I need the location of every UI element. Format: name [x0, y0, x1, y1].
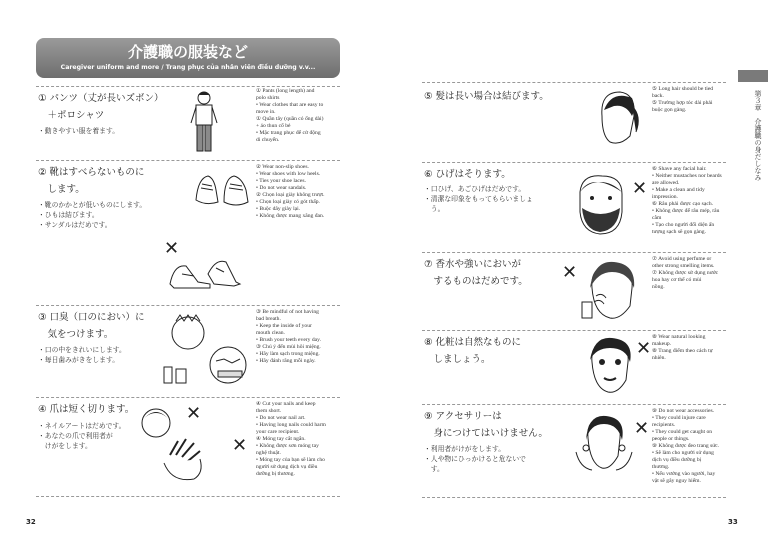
item-notes: ・靴のかかとが低いものにします。 ・ひもは結びます。 ・サンダルはだめです。 — [38, 201, 147, 229]
item-heading: ① パンツ（丈が長いズボン） ＋ポロシャツ — [38, 93, 164, 121]
page-number-right: 33 — [728, 518, 738, 526]
item-heading: ⑥ ひげはそります。 — [424, 169, 511, 180]
x-mark-icon: ✕ — [636, 338, 652, 359]
item-heading: ⑤ 髪は長い場合は結びます。 — [424, 91, 549, 102]
x-mark-icon: ✕ — [164, 238, 180, 259]
item-notes: ・口の中をきれいにします。 ・毎日歯みがきをします。 — [38, 346, 126, 364]
item-translation: ⑤ Long hair should be tied back. ⑤ Trường hợp tóc dài phải buộc gọn gàng. — [652, 86, 714, 113]
section-subtitle: Caregiver uniform and more / Trang phục của nhân viên điều dưỡng v.v... — [60, 64, 316, 71]
page-number-left: 32 — [26, 518, 36, 526]
item-notes: ・ネイルアートはだめです。 ・あなたの爪で利用者が けがをします。 — [38, 422, 126, 450]
right-page — [384, 0, 768, 539]
item-translation: ③ Be mindful of not having bad breath. • Keep the inside of your mouth clean. • Brush your teeth every day. ③ Chú ý đến mùi hôi miệng. • Hãy làm sạch trong miệng. • Hãy đánh răng mỗi ngày. — [256, 309, 321, 364]
high-heels-illustration — [164, 254, 244, 294]
item-bad-breath — [36, 305, 340, 395]
item-translation: ⑧ Wear natural looking makeup. ⑧ Trang điểm theo cách tự nhiên. — [652, 334, 713, 361]
item-facial-hair — [422, 162, 726, 252]
item-accessories — [422, 404, 726, 498]
item-makeup — [422, 330, 726, 402]
item-translation: ⑥ Shave any facial hair. • Neither mustaches nor beards are allowed. • Make a clean and tidy impression. ⑥ Râu phải được cạo sạch. • Không được để râu mép, râu cằm • Tạo cho người đối diện ấn tượng sạch sẽ gọn gàng. — [652, 166, 722, 235]
x-mark-icon: ✕ — [632, 178, 648, 199]
item-translation: ④ Cut your nails and keep them short. • Do not wear nail art. • Having long nails could harm your care recipient. ④ Móng tay cắt ngắn. • Không được sơn móng tay nghệ thuật. • Móng tay của bạn sẽ làm cho người sử dụng dịch vụ điều dưỡng bị thương. — [256, 401, 326, 477]
item-nails — [36, 397, 340, 497]
item-translation: ⑨ Do not wear accessories. • They could injure care recipients. • They could get caught on people or things. ⑨ Không được đeo trang sức. • Sẽ làm cho người sử dụng dịch vụ điều dưỡng bị thương. • Nếu vướng vào người, hay vật sẽ gây nguy hiểm. — [652, 408, 720, 484]
section-header — [36, 38, 340, 78]
chapter-label: 第３章 介護職の身だしなみ — [754, 90, 762, 181]
item-notes: ・口ひげ、あごひげはだめです。 ・清潔な印象をもってもらいましょ う。 — [424, 185, 533, 213]
perfume-woman-illustration — [580, 258, 644, 324]
item-shoes — [36, 160, 340, 295]
item-heading: ⑦ 香水や強いにおいが するものはだめです。 — [424, 259, 528, 287]
item-hair — [422, 82, 726, 154]
tied-hair-illustration — [592, 86, 642, 152]
item-heading: ⑨ アクセサリーは 身につけてはいけません。 — [424, 411, 548, 439]
item-pants — [36, 86, 340, 156]
item-perfume — [422, 252, 726, 328]
item-heading: ③ 口臭（口のにおい）に 気をつけます。 — [38, 312, 145, 340]
tooth-brushing-illustration — [128, 311, 252, 391]
x-mark-icon: ✕ — [562, 262, 578, 283]
bearded-man-illustration — [572, 172, 630, 238]
accessories-woman-illustration — [572, 412, 636, 474]
person-uniform-illustration — [186, 90, 222, 154]
sneakers-illustration — [192, 170, 252, 210]
x-mark-icon: ✕ — [232, 435, 248, 456]
item-notes: ・動きやすい服を着ます。 — [38, 127, 120, 135]
item-heading: ② 靴はすべらないものに します。 — [38, 167, 145, 195]
item-translation: ② Wear non-slip shoes. • Wear shoes with low heels. • Ties your shoe laces. • Do not wear sandals. ② Chọn loại giày không trượt. • Chọn loại giày có gót thấp. • Buộc dây giày lại. • Không được mang xăng đan. — [256, 164, 325, 219]
long-nails-illustration — [134, 403, 214, 493]
x-mark-icon: ✕ — [634, 418, 650, 439]
item-translation: ① Pants (long length) and polo shirts • Wear clothes that are easy to move in. ① Quần tây (quần có ống dài) + áo thun cổ bẻ • Mặc trang phục để cử động di chuyển. — [256, 88, 324, 143]
chapter-tab — [738, 70, 768, 82]
x-mark-icon: ✕ — [186, 403, 202, 424]
item-translation: ⑦ Avoid using perfume or other strong smelling items. ⑦ Không được sử dụng nước hoa hay cơ thể có mùi nồng. — [652, 256, 719, 290]
heavy-makeup-illustration — [582, 336, 638, 398]
item-heading: ⑧ 化粧は自然なものに しましょう。 — [424, 337, 522, 365]
item-heading: ④ 爪は短く切ります。 — [38, 404, 135, 415]
section-title: 介護職の服装など — [127, 43, 248, 61]
item-notes: ・利用者がけがをします。 ・人や物にひっかけると危ないで す。 — [424, 445, 526, 473]
